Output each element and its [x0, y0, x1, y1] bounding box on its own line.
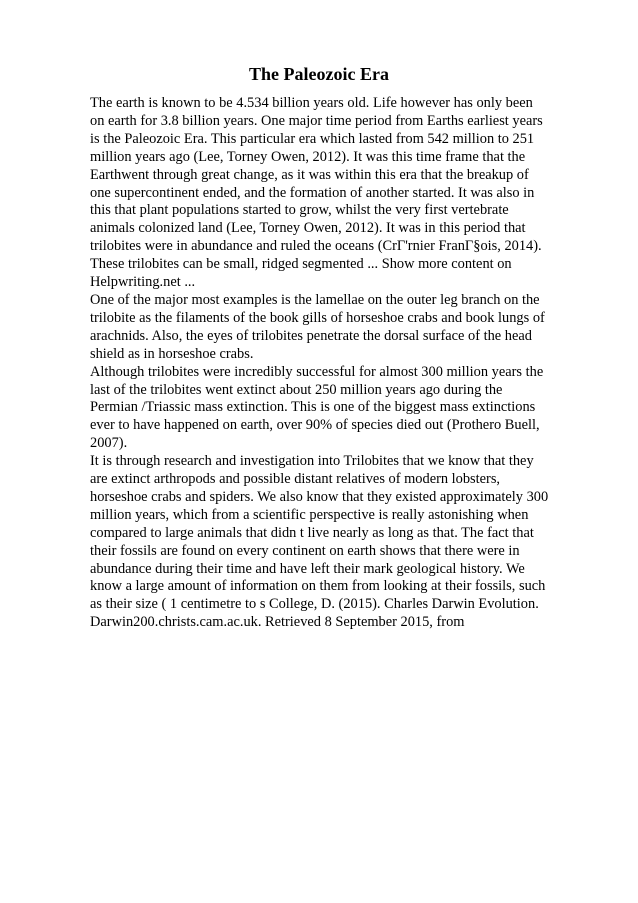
paragraph-show-more: These trilobites can be small, ridged segmented ... Show more content on Helpwriting.net ... — [90, 256, 512, 291]
paragraph-extinction: Although trilobites were incredibly successful for almost 300 million years the last of the trilobites went extinct about 250 million years ago during the Permian /Triassic mass extinction. This is one of the biggest mass extinctions ever to have happened on earth, over 90% of species died out (Prothero Buell, 2007). — [90, 363, 544, 452]
document-title: The Paleozoic Era — [249, 64, 389, 84]
paragraph-lamellae: One of the major most examples is the lamellae on the outer leg branch on the trilobite as the filaments of the book gills of horseshoe crabs and book lungs of arachnids. Also, the eyes of trilobites penetrate the dorsal surface of the head shield as in horseshoe crabs. — [90, 291, 545, 362]
document-body — [90, 95, 550, 632]
paragraph-research: It is through research and investigation into Trilobites that we know that they are extinct arthropods and possible distant relatives of modern lobsters, horseshoe crabs and spiders. We also know that they existed approximately 300 million years, which from a scientific perspective is really astonishing when compared to large animals that didn t live nearly as long as that. The fact that their fossils are found on every continent on earth shows that there were in abundance during their time and have left their mark geological history. We know a large amount of information on them from looking at their fossils, such as their size ( 1 centimetre to s College, D. (2015). Charles Darwin Evolution. Darwin200.christs.cam.ac.uk. Retrieved 8 September 2015, from — [90, 453, 549, 631]
paragraph-intro: The earth is known to be 4.534 billion years old. Life however has only been on earth for 3.8 billion years. One major time period from Earths earliest years is the Paleozoic Era. This particular era which lasted from 542 million to 251 million years ago (Lee, Torney Owen, 2012). It was this time frame that the Earthwent through great change, as it was within this era that the breakup of one supercontinent ended, and the formation of another started. It was also in this that plant populations started to grow, whilst the very first vertebrate animals colonized land (Lee, Torney Owen, 2012). It was in this period that trilobites were in abundance and ruled the oceans (CrГ'rnier FranГ§ois, 2014). — [90, 95, 543, 255]
